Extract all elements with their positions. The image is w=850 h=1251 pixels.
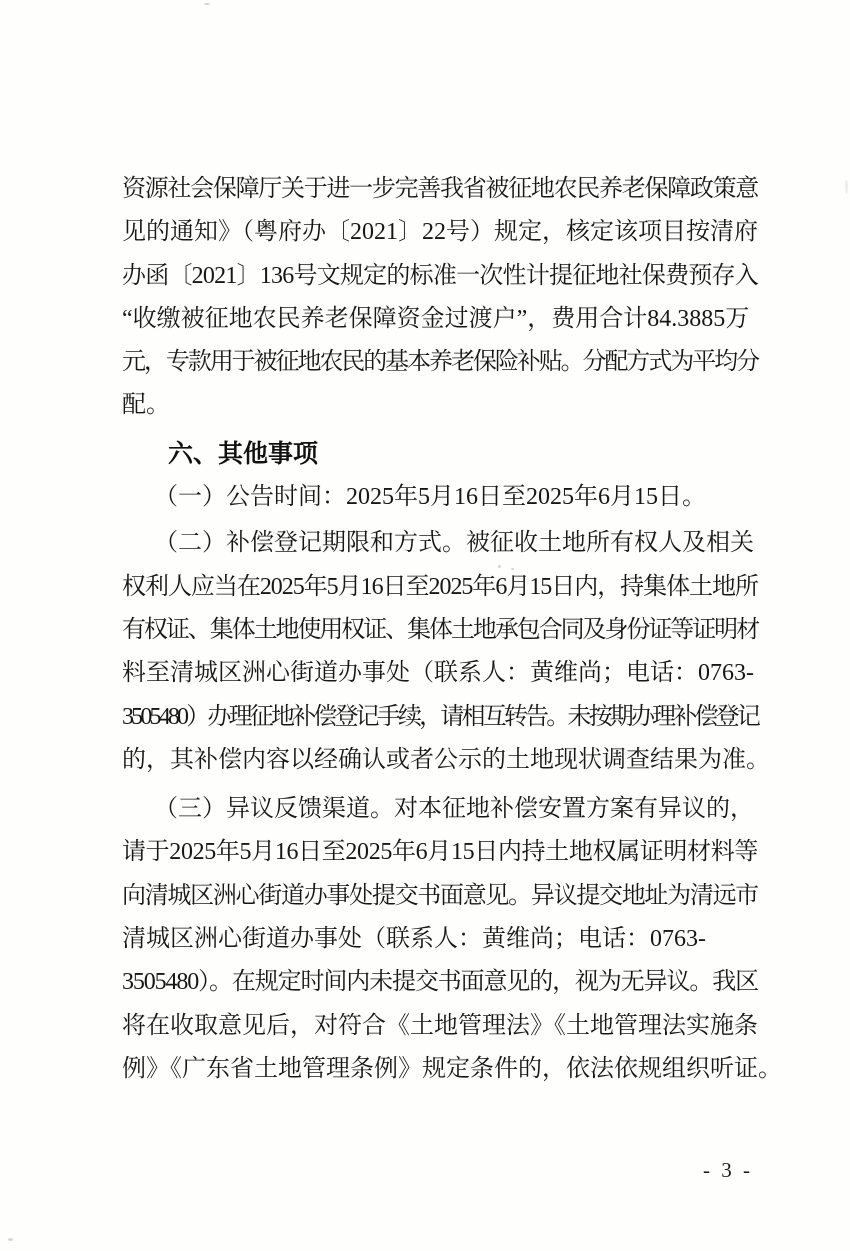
text-line: 有权证、集体土地使用权证、集体土地承包合同及身份证等证明材 <box>122 616 758 643</box>
text-line: 见的通知》（粤府办〔2021〕22号）规定，核定该项目按清府 <box>122 219 758 246</box>
text-line: 清城区洲心街道办事处（联系人：黄维尚；电话：0763- <box>122 926 706 953</box>
section-heading: 六、其他事项 <box>168 439 319 468</box>
text-line: 办函〔2021〕136号文规定的标准一次性计提征地社保费预存入 <box>122 262 758 289</box>
text-line: 权利人应当在2025年5月16日至2025年6月15日内，持集体土地所 <box>122 573 758 600</box>
text-line: （一）公告时间：2025年5月16日至2025年6月15日。 <box>154 484 706 511</box>
document-body <box>122 168 782 1091</box>
text-line: 配。 <box>122 392 170 419</box>
text-line: 的，其补偿内容以经确认或者公示的土地现状调查结果为准。 <box>122 746 770 773</box>
text-line: 例》《广东省土地管理条例》规定条件的，依法依规组织听证。 <box>122 1055 782 1082</box>
text-line: 资源社会保障厅关于进一步完善我省被征地农民养老保障政策意 <box>122 176 758 202</box>
text-line: 将在收取意见后，对符合《土地管理法》《土地管理法实施条 <box>122 1012 758 1039</box>
text-line: 元，专款用于被征地农民的基本养老保险补贴。分配方式为平均分 <box>122 349 758 376</box>
text-line: 请于2025年5月16日至2025年6月15日内持土地权属证明材料等 <box>122 839 758 866</box>
text-line: 3505480）。在规定时间内未提交书面意见的，视为无异议。我区 <box>122 969 758 996</box>
text-line: 料至清城区洲心街道办事处（联系人：黄维尚；电话：0763- <box>122 660 754 687</box>
text-line: （三）异议反馈渠道。对本征地补偿安置方案有异议的， <box>154 796 754 823</box>
page-number: - 3 - <box>703 1158 753 1182</box>
text-line: 向清城区洲心街道办事处提交书面意见。异议提交地址为清远市 <box>122 882 758 909</box>
text-line: （二）补偿登记期限和方式。被征收土地所有权人及相关 <box>154 530 754 557</box>
text-line: 3505480）办理征地补偿登记手续，请相互转告。未按期办理补偿登记 <box>122 703 758 730</box>
text-line: “收缴被征地农民养老保障资金过渡户”，费用合计84.3885万 <box>122 305 750 332</box>
